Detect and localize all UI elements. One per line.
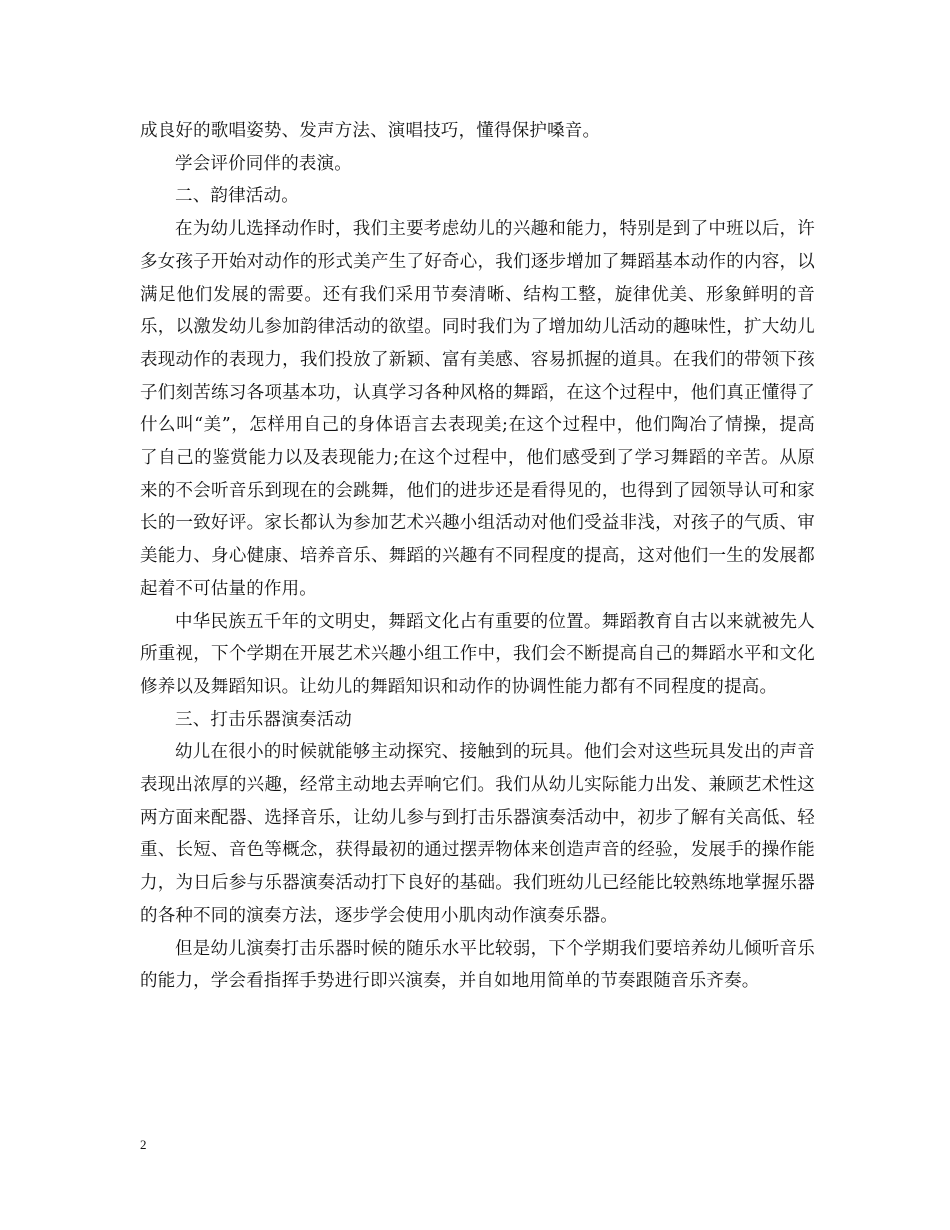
section-heading: 三、打击乐器演奏活动: [175, 709, 352, 730]
paragraph: 幼儿在很小的时候就能够主动探究、接触到的玩具。他们会对这些玩具发出的声音表现出浓厚的兴趣，经常主动地去弄响它们。我们从幼儿实际能力出发、兼顾艺术性这两方面来配器、选择音乐，让幼儿参与到打击乐器演奏活动中，初步了解有关高低、轻重、长短、音色等概念，获得最初的通过摆弄物体来创造声音的经验，发展手的操作能力，为日后参与乐器演奏活动打下良好的基础。我们班幼儿已经能比较熟练地掌握乐器的各种不同的演奏方法，逐步学会使用小肌肉动作演奏乐器。: [140, 742, 815, 926]
document-body: [140, 115, 815, 998]
section-heading: 二、韵律活动。: [175, 186, 299, 207]
paragraph: 成良好的歌唱姿势、发声方法、演唱技巧，懂得保护嗓音。: [140, 121, 601, 141]
paragraph: 在为幼儿选择动作时，我们主要考虑幼儿的兴趣和能力，特别是到了中班以后，许多女孩子开始对动作的形式美产生了好奇心，我们逐步增加了舞蹈基本动作的内容，以满足他们发展的需要。还有我们采用节奏清晰、结构工整，旋律优美、形象鲜明的音乐，以激发幼儿参加韵律活动的欲望。同时我们为了增加幼儿活动的趣味性，扩大幼儿表现动作的表现力，我们投放了新颖、富有美感、容易抓握的道具。在我们的带领下孩子们刻苦练习各项基本功，认真学习各种风格的舞蹈，在这个过程中，他们真正懂得了什么叫“美”，怎样用自己的身体语言去表现美;在这个过程中，他们陶冶了情操，提高了自己的鉴赏能力以及表现能力;在这个过程中，他们感受到了学习舞蹈的辛苦。从原来的不会听音乐到现在的会跳舞，他们的进步还是看得见的，也得到了园领导认可和家长的一致好评。家长都认为参加艺术兴趣小组活动对他们受益非浅，对孩子的气质、审美能力、身心健康、培养音乐、舞蹈的兴趣有不同程度的提高，这对他们一生的发展都起着不可估量的作用。: [140, 219, 815, 599]
paragraph: 中华民族五千年的文明史，舞蹈文化占有重要的位置。舞蹈教育自古以来就被先人所重视，下个学期在开展艺术兴趣小组工作中，我们会不断提高自己的舞蹈水平和文化修养以及舞蹈知识。让幼儿的舞蹈知识和动作的协调性能力都有不同程度的提高。: [140, 611, 815, 697]
page-number: 2: [140, 1137, 147, 1152]
paragraph: 但是幼儿演奏打击乐器时候的随乐水平比较弱，下个学期我们要培养幼儿倾听音乐的能力，学会看指挥手势进行即兴演奏，并自如地用简单的节奏跟随音乐齐奏。: [140, 938, 815, 992]
paragraph: 学会评价同伴的表演。: [175, 153, 352, 174]
